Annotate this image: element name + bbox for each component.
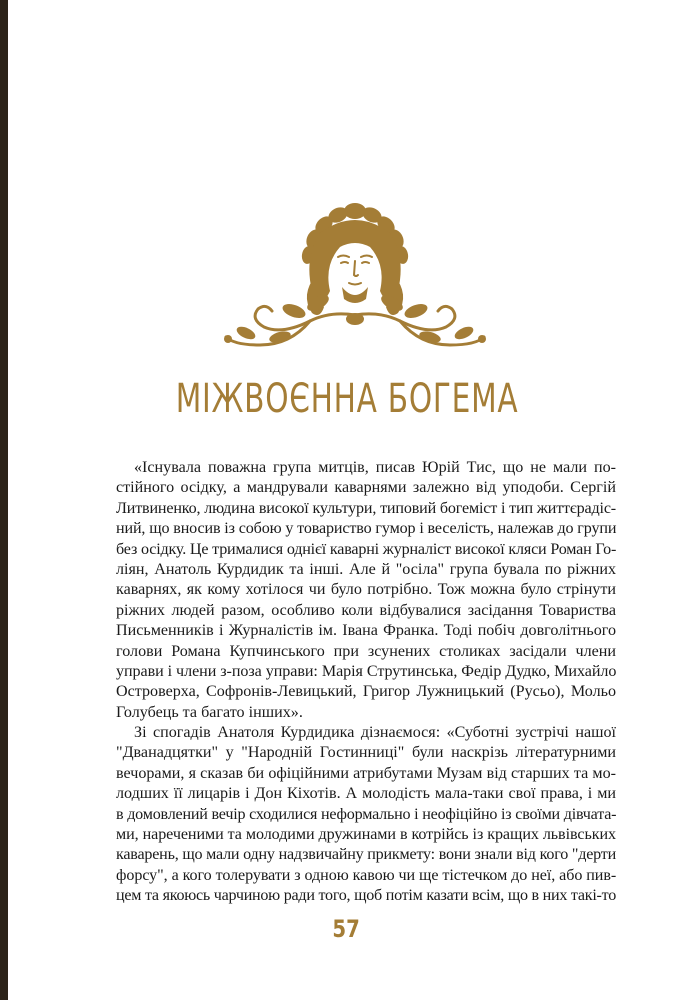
text-line: «Існувала поважна група митців, писав Юрій Тис, що не мали по-: [134, 459, 616, 476]
text-line: Письменників і Журналістів ім. Івана Франка. Тоді побіч довголітнього: [116, 622, 616, 640]
text-line: вечорами, я сказав би офіційними атрибутами Музам від старших та мо-: [116, 764, 616, 782]
text-line: ріжних людей разом, особливо коли відбувалися засідання Товариства: [116, 601, 616, 619]
paragraph-2: [116, 723, 616, 907]
text-line: голови Романа Купчинського при зсунених столиках засідали члени: [116, 642, 616, 660]
page-number: 57: [332, 915, 360, 943]
text-line: Островерха, Софронів-Левицький, Григор Лужницький (Русьо), Мольо: [116, 683, 616, 701]
paragraph-1: [116, 458, 616, 723]
text-line: лодших її лицарів і Дон Кіхотів. А молодість мала-таки свої права, і ми: [116, 785, 616, 803]
text-line: цем та якоюсь чарчиною ради того, щоб потім казати всім, що в них такі-то: [116, 887, 616, 905]
text-line: без осідку. Це трималися однієї каварні журналіст високої кляси Роман Го-: [116, 540, 617, 558]
text-line: ми, нареченими та молодими дружинами в котрійсь із кращих львівських: [116, 826, 616, 844]
text-line: форсу", а кого толерувати з одною кавою чи ще тістечком до неї, або пив-: [116, 866, 617, 884]
body-text: [116, 458, 616, 907]
chapter-title: МІЖВОЄННА БОГЕМА: [175, 376, 519, 422]
text-line: управи і члени з-поза управи: Марія Струтинська, Федір Дудко, Михайло: [116, 662, 617, 680]
text-line: стійного осідку, а мандрували каварнями залежно від уподоби. Сергій: [116, 479, 616, 497]
muse-ornament-icon: [220, 195, 490, 370]
text-line: "Дванадцятки" у "Народній Гостинниці" були наскрізь літературними: [116, 744, 616, 762]
text-line: каварень, що мали одну надзвичайну прикмету: вони знали від кого "дерти: [116, 846, 616, 864]
page-edge-bar: [0, 0, 8, 1000]
text-line: каварнях, як кому хотілося чи було потрібно. Тож можна було стрінути: [116, 581, 616, 599]
text-line: Литвиненко, людина високої культури, типовий богеміст і тип життєрадіс-: [116, 499, 616, 517]
text-line: Голубець та багато інших».: [116, 703, 303, 721]
text-line: Зі спогадів Анатоля Курдидика дізнаємося: «Суботні зустрічі нашої: [134, 724, 616, 742]
text-line: в домовлений вечір сходилися неформально і неофіційно із своїми дівчата-: [116, 805, 617, 823]
text-line: ний, що вносив із собою у товариство гумор і веселість, належав до групи: [116, 520, 617, 538]
text-line: ліян, Анатоль Курдидик та інші. Але й "осіла" група бувала по ріжних: [116, 560, 616, 578]
